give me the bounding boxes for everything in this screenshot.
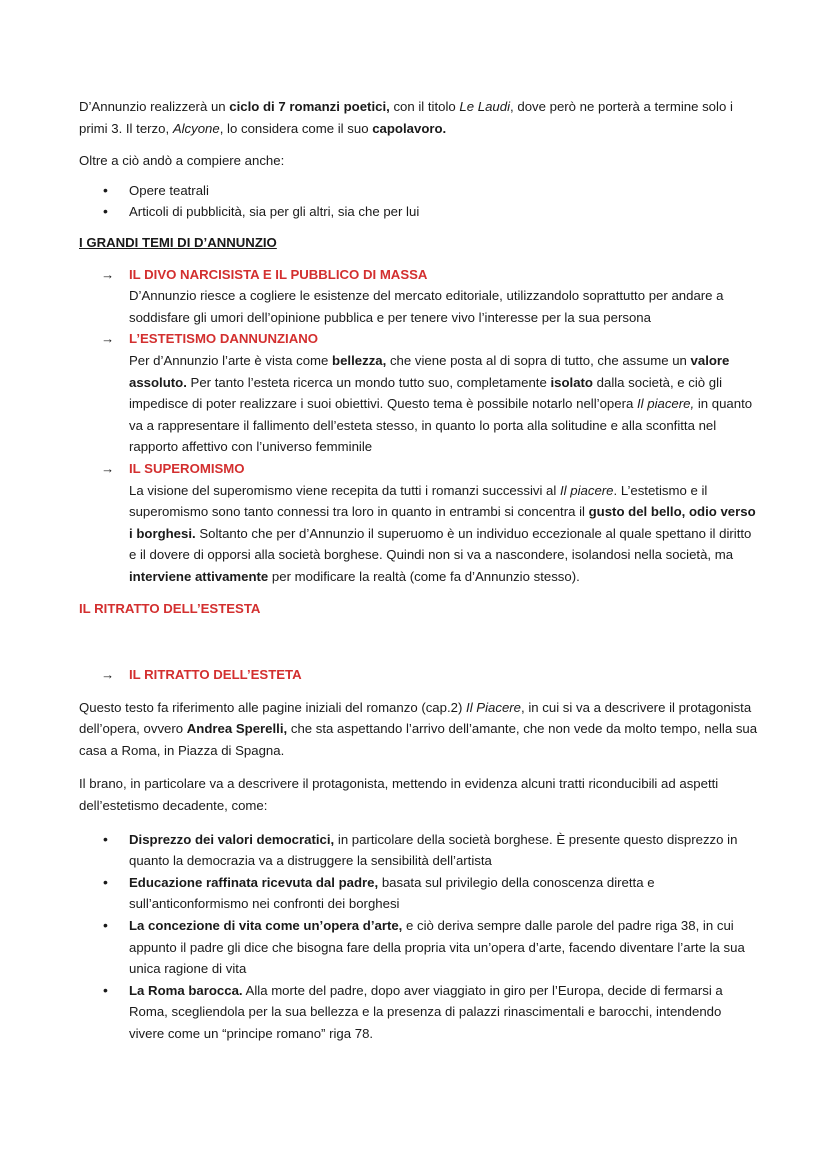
intro-list — [79, 180, 759, 223]
ritratto-subheading: → IL RITRATTO DELL’ESTETA — [101, 664, 759, 686]
ritratto-subheading-block — [101, 664, 759, 686]
arrow-right-icon: → — [101, 266, 115, 282]
intro-paragraph: D’Annunzio realizzerà un ciclo di 7 romanzi poetici, con il titolo Le Laudi, dove però ne porterà a termine solo i primi 3. Il terzo, Alcyone, lo considera come il suo capolavoro. — [79, 99, 733, 136]
tema-body: La visione del superomismo viene recepita da tutti i romanzi successivi al Il piacere. L’estetismo e il superomismo sono tanto connessi tra loro in quanto in entrambi si concentra il gusto del bello, odio verso i borghesi. Soltanto che per d’Annunzio il superuomo è un individuo eccezionale al quale spettano il diritto e il dovere di opporsi alla società borghese. Quindi non si va a nascondere, isolandosi nella società, ma interviene attivamente per modificare la realtà (come fa d’Annunzio stesso). — [129, 482, 756, 584]
tema-title: L’ESTETISMO DANNUNZIANO — [129, 331, 319, 347]
arrow-right-icon: → — [101, 460, 115, 476]
temi-heading: I GRANDI TEMI DI D’ANNUNZIO — [79, 234, 277, 250]
bullet-icon: • — [103, 981, 108, 998]
list-item: • Disprezzo dei valori democratici, in particolare della società borghese. È presente questo disprezzo in quanto la democrazia va a distruggere la sensibilità dell’artista — [103, 830, 738, 869]
section-heading-ritratto: IL RITRATTO DELL’ESTESTA — [79, 601, 261, 617]
tema-superomismo — [101, 458, 759, 588]
list-item: • Articoli di pubblicità, sia per gli altri, sia che per lui — [79, 201, 759, 223]
ritratto-paragraph-1: Questo testo fa riferimento alle pagine iniziali del romanzo (cap.2) Il Piacere, in cui si va a descrivere il protagonista dell’opera, ovvero Andrea Sperelli, che sta aspettando l’arrivo dell’amante, che non vede da molto tempo, nella sua casa a Roma, in Piazza di Spagna. — [79, 699, 758, 758]
arrow-right-icon: → — [101, 667, 115, 683]
tema-estetismo — [101, 328, 759, 458]
tema-title: IL DIVO NARCISISTA E IL PUBBLICO DI MASSA — [129, 266, 428, 282]
ritratto-paragraph-2: Il brano, in particolare va a descrivere il protagonista, mettendo in evidenza alcuni tratti riconducibili ad aspetti dell’estetismo decadente, come: — [79, 776, 719, 814]
list-item: • La concezione di vita come un’opera d’arte, e ciò deriva sempre dalle parole del padre riga 38, in cui appunto il padre gli dice che bisogna fare della propria vita un’opera d’arte, facendo diventare l’arte la sua unica ragione di vita — [103, 917, 745, 977]
bullet-icon: • — [103, 873, 108, 890]
bullet-icon: • — [103, 181, 108, 198]
bullet-icon: • — [103, 203, 108, 220]
tema-body: D’Annunzio riesce a cogliere le esistenze del mercato editoriale, utilizzandolo soprattutto per andare a soddisfare gli umori dell’opinione pubblica e per tenere vivo l’interesse per la sua persona — [129, 288, 724, 325]
tema-title: IL SUPEROMISMO — [129, 460, 245, 476]
ritratto-list — [79, 829, 759, 1045]
intro-paragraph-2: Oltre a ciò andò a compiere anche: — [79, 153, 285, 169]
bullet-icon: • — [103, 830, 108, 847]
list-item: • La Roma barocca. Alla morte del padre, dopo aver viaggiato in giro per l’Europa, decide di fermarsi a Roma, scegliendola per la sua bellezza e la presenza di palazzi rinascimentali e barocchi, intendendo vivere come un “principe romano” riga 78. — [103, 981, 723, 1041]
document-page — [79, 96, 759, 1045]
temi-list — [101, 264, 759, 588]
arrow-right-icon: → — [101, 331, 115, 347]
bullet-icon: • — [103, 917, 108, 933]
list-item: • Opere teatrali — [79, 180, 759, 202]
tema-divo-narcisista — [101, 264, 759, 329]
list-item: • Educazione raffinata ricevuta dal padre, basata sul privilegio della conoscenza diretta e sull’anticonformismo nei confronti dei borghesi — [103, 873, 655, 912]
tema-body: Per d’Annunzio l’arte è vista come bellezza, che viene posta al di sopra di tutto, che assume un valore assoluto. Per tanto l’esteta ricerca un mondo tutto suo, completamente isolato dalla società, e ciò gli impedisce di poter realizzare i suoi obiettivi. Questo tema è possibile notarlo nell’opera Il piacere, in quanto va a rappresentare il fallimento dell’esteta stesso, in quanto lo porta alla solitudine e alla sconfitta nel rapporto affettivo con l’universo femminile — [129, 352, 753, 455]
